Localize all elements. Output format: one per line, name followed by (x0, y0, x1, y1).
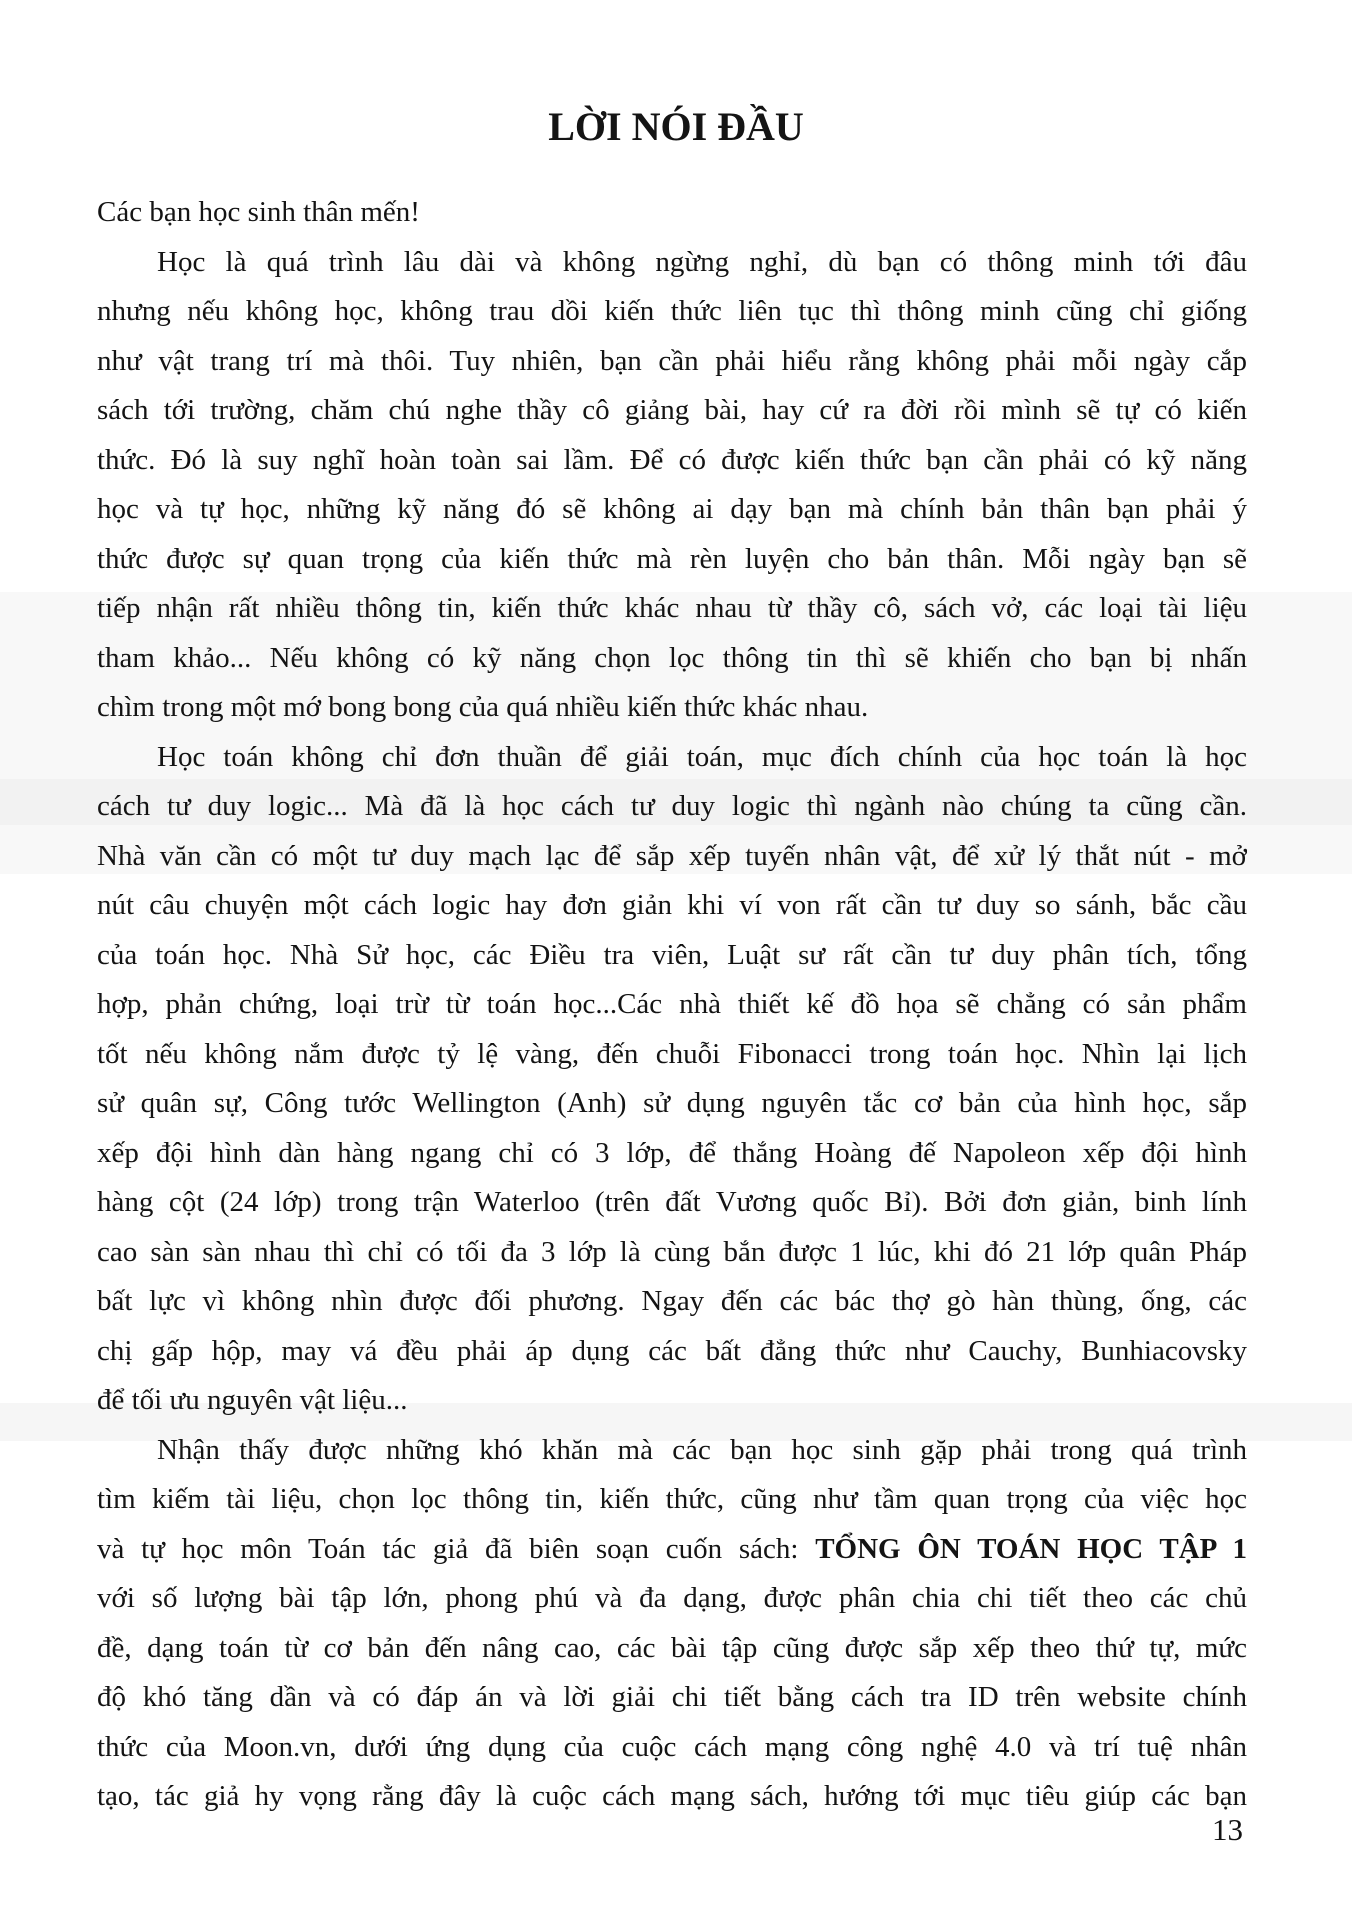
text-line: tạo, tác giả hy vọng rằng đây là cuộc cách mạng sách, hướng tới mục tiêu giúp các bạn (97, 1780, 1247, 1812)
text-line: như vật trang trí mà thôi. Tuy nhiên, bạn cần phải hiểu rằng không phải mỗi ngày cắp (97, 344, 1247, 377)
text-line: thức được sự quan trọng của kiến thức mà rèn luyện cho bản thân. Mỗi ngày bạn sẽ (97, 542, 1247, 575)
text-line: đề, dạng toán từ cơ bản đến nâng cao, các bài tập cũng được sắp xếp theo thứ tự, mức (97, 1631, 1247, 1664)
text-line: độ khó tăng dần và có đáp án và lời giải chi tiết bằng cách tra ID trên website chính (97, 1681, 1247, 1713)
page-title: LỜI NÓI ĐẦU (548, 104, 804, 149)
text-line (97, 1525, 1247, 1575)
text-line: thức. Đó là suy nghĩ hoàn toàn sai lầm. Để có được kiến thức bạn cần phải có kỹ năng (97, 443, 1247, 476)
text-line: nút câu chuyện một cách logic hay đơn giản khi ví von rất cần tư duy so sánh, bắc cầu (97, 889, 1247, 921)
greeting-line: Các bạn học sinh thân mến! (97, 196, 420, 228)
text-line: sử quân sự, Công tước Wellington (Anh) sử dụng nguyên tắc cơ bản của hình học, sắp (97, 1087, 1247, 1119)
text-line: tốt nếu không nắm được tỷ lệ vàng, đến chuỗi Fibonacci trong toán học. Nhìn lại lịch (97, 1037, 1247, 1070)
text-line: Học là quá trình lâu dài và không ngừng nghỉ, dù bạn có thông minh tới đâu (157, 245, 1247, 278)
text-line: của toán học. Nhà Sử học, các Điều tra viên, Luật sư rất cần tư duy phân tích, tổng (97, 938, 1247, 971)
paragraph (97, 238, 1247, 733)
page-number: 13 (1212, 1812, 1243, 1847)
text-line: học và tự học, những kỹ năng đó sẽ không ai dạy bạn mà chính bản thân bạn phải ý (97, 493, 1247, 525)
text-line: bất lực vì không nhìn được đối phương. Ngay đến các bác thợ gò hàn thùng, ống, các (97, 1285, 1247, 1317)
text-line: chìm trong một mớ bong bong của quá nhiều kiến thức khác nhau. (97, 691, 869, 723)
text-line: cao sàn sàn nhau thì chỉ có tối đa 3 lớp là cùng bắn được 1 lúc, khi đó 21 lớp quân Pháp (97, 1235, 1247, 1268)
text-line: với số lượng bài tập lớn, phong phú và đa dạng, được phân chia chi tiết theo các chủ (97, 1582, 1247, 1614)
page-body (97, 188, 1247, 1822)
text-line: hàng cột (24 lớp) trong trận Waterloo (trên đất Vương quốc Bỉ). Bởi đơn giản, binh lính (97, 1186, 1247, 1218)
text-line: xếp đội hình dàn hàng ngang chỉ có 3 lớp, để thắng Hoàng đế Napoleon xếp đội hình (97, 1136, 1247, 1169)
text-line: Nhận thấy được những khó khăn mà các bạn học sinh gặp phải trong quá trình (157, 1433, 1247, 1466)
paragraph (97, 1426, 1247, 1822)
text-line: chị gấp hộp, may vá đều phải áp dụng các bất đẳng thức như Cauchy, Bunhiacovsky (97, 1334, 1247, 1367)
text-line: tìm kiếm tài liệu, chọn lọc thông tin, kiến thức, cũng như tầm quan trọng của việc học (97, 1483, 1247, 1515)
paragraphs (97, 238, 1247, 1822)
text-line: hợp, phản chứng, loại trừ từ toán học...Các nhà thiết kế đồ họa sẽ chẳng có sản phẩm (97, 988, 1247, 1020)
text-line: tham khảo... Nếu không có kỹ năng chọn lọc thông tin thì sẽ khiến cho bạn bị nhấn (97, 641, 1247, 674)
book-title-bold-text: TỔNG ÔN TOÁN HỌC TẬP 1 (815, 1532, 1247, 1565)
paragraph (97, 733, 1247, 1426)
text-line: tiếp nhận rất nhiều thông tin, kiến thức khác nhau từ thầy cô, sách vở, các loại tài liệu (97, 592, 1247, 624)
text-line: Học toán không chỉ đơn thuần để giải toán, mục đích chính của học toán là học (157, 740, 1247, 773)
text-line: thức của Moon.vn, dưới ứng dụng của cuộc cách mạng công nghệ 4.0 và trí tuệ nhân (97, 1730, 1247, 1763)
text-line: cách tư duy logic... Mà đã là học cách tư duy logic thì ngành nào chúng ta cũng cần. (97, 790, 1247, 822)
text-line: nhưng nếu không học, không trau dồi kiến thức liên tục thì thông minh cũng chỉ giống (97, 295, 1247, 327)
text-line: để tối ưu nguyên vật liệu... (97, 1384, 408, 1416)
text-line: sách tới trường, chăm chú nghe thầy cô giảng bài, hay cứ ra đời rồi mình sẽ tự có kiến (97, 394, 1247, 426)
text-line: Nhà văn cần có một tư duy mạch lạc để sắp xếp tuyến nhân vật, để xử lý thắt nút - mở (97, 839, 1247, 872)
text-segment: và tự học môn Toán tác giả đã biên soạn cuốn sách: (97, 1532, 799, 1565)
